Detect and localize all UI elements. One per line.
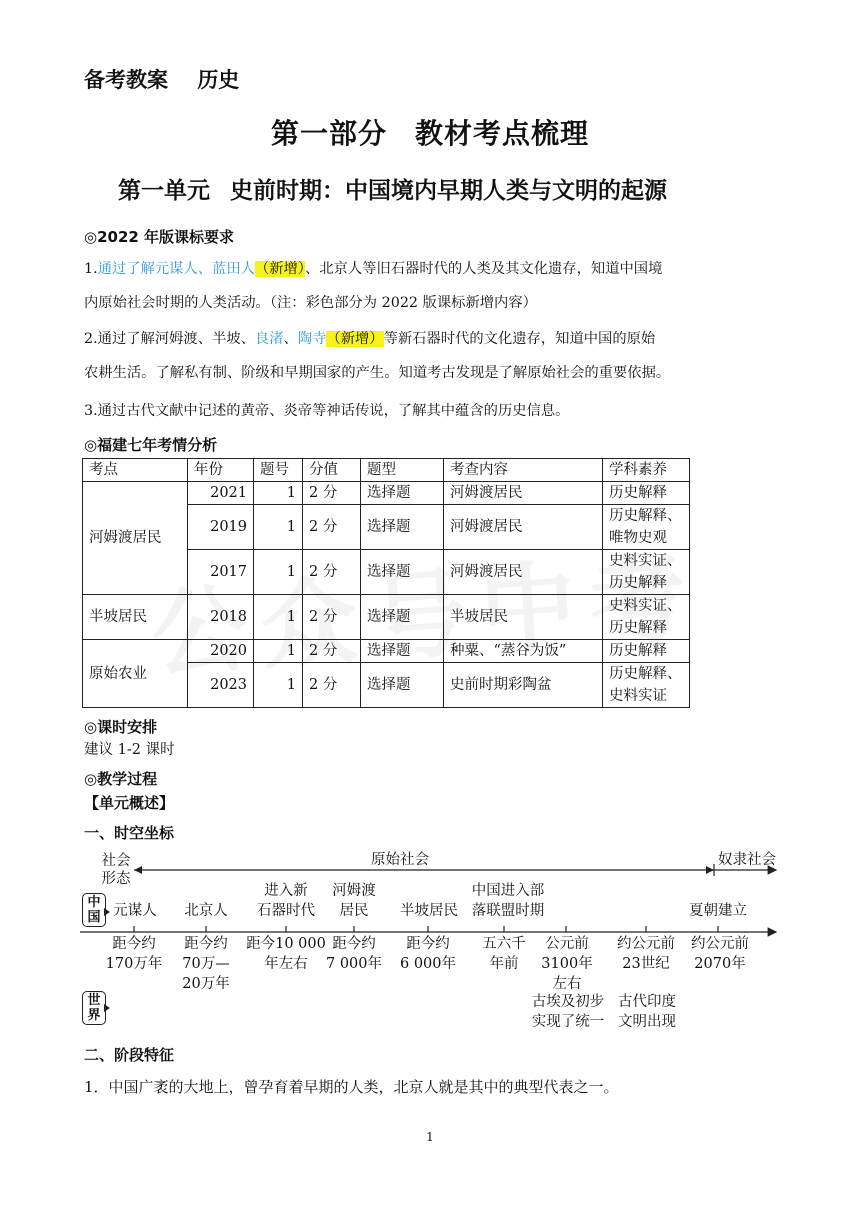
table-row (83, 640, 690, 663)
date-line: 公元前 (545, 936, 589, 952)
question-cell: 1 (254, 595, 303, 640)
skill-line: 历史解释、 (609, 666, 682, 682)
skill-line: 历史解释 (609, 485, 667, 501)
date-line: 五六千 (482, 936, 526, 952)
date-label (682, 934, 758, 974)
date-line: 7 000年 (325, 956, 382, 972)
content-cell: 河姆渡居民 (444, 550, 603, 595)
date-line: 2070年 (694, 956, 746, 972)
score-cell: 2 分 (303, 482, 361, 505)
society-label-line: 形态 (101, 871, 131, 887)
header-cell: 题型 (361, 459, 444, 482)
skill-line: 史料实证、 (609, 553, 682, 569)
header-cell: 年份 (188, 459, 254, 482)
score-cell: 2 分 (303, 663, 361, 708)
skill-cell (603, 505, 690, 550)
item-text: 通过了解河姆渡、半坡、 (97, 331, 255, 347)
badge-char: 国 (87, 910, 101, 925)
requirement-item-3: 3.通过古代文献中记述的黄帝、炎帝等神话传说，了解其中蕴含的历史信息。 (84, 403, 570, 419)
header-right: 历史 (197, 68, 240, 92)
date-label (608, 934, 684, 974)
analysis-heading: ◎福建七年考情分析 (84, 436, 218, 454)
badge-char: 世 (87, 993, 101, 1008)
topic-cell: 原始农业 (83, 640, 188, 708)
requirement-item-1 (84, 252, 779, 320)
exam-analysis-table (82, 458, 690, 708)
event-hemudu (320, 881, 388, 921)
year-cell: 2020 (188, 640, 254, 663)
event-line: 进入新 (264, 883, 308, 899)
unit-title (118, 172, 667, 205)
schedule-heading: ◎课时安排 (84, 718, 158, 736)
event-tribal-alliance (462, 881, 554, 921)
event-neolithic (246, 881, 326, 921)
header-cell: 题号 (254, 459, 303, 482)
header-cell: 考点 (83, 459, 188, 482)
date-line: 约公元前 (691, 936, 749, 952)
new-tag: （新增） (254, 261, 305, 277)
date-line: 距今约 (332, 936, 376, 952)
date-line: 6 000年 (399, 956, 456, 972)
date-label (176, 934, 236, 994)
year-cell: 2021 (188, 482, 254, 505)
score-cell: 2 分 (303, 595, 361, 640)
overview-heading: 【单元概述】 (84, 794, 175, 812)
date-line: 3100年 (541, 956, 593, 972)
question-cell: 1 (254, 663, 303, 708)
table-row (83, 595, 690, 640)
skill-line: 史料实证、 (609, 598, 682, 614)
separator: 、 (283, 331, 298, 347)
date-line: 年左右 (264, 956, 308, 972)
requirements-heading: ◎2022 年版课标要求 (84, 228, 235, 246)
date-line: 年前 (489, 956, 519, 972)
date-line: 170万年 (105, 956, 163, 972)
event-line: 实现了统一 (531, 1014, 605, 1030)
event-banpo: 半坡居民 (400, 903, 458, 919)
skill-line: 历史解释 (609, 620, 667, 636)
type-cell: 选择题 (361, 595, 444, 640)
skill-line: 历史解释 (609, 575, 667, 591)
date-line: 23世纪 (622, 956, 670, 972)
question-cell: 1 (254, 550, 303, 595)
item-text-line2: 内原始社会时期的人类活动。（注：彩色部分为 2022 版课标新增内容） (84, 295, 537, 311)
item-text: 等新石器时代的文化遗存，知道中国的原始 (383, 331, 656, 347)
stage-heading: 二、阶段特征 (84, 1046, 175, 1064)
event-line: 居民 (339, 903, 369, 919)
schedule-text: 建议 1-2 课时 (84, 742, 175, 758)
question-cell: 1 (254, 482, 303, 505)
event-line: 文明出现 (618, 1014, 676, 1030)
header-cell: 学科素养 (603, 459, 690, 482)
item-text-line2: 农耕生活。了解私有制、阶级和早期国家的产生。知道考古发现是了解原始社会的重要依据。 (84, 365, 671, 381)
header-cell: 考查内容 (444, 459, 603, 482)
type-cell: 选择题 (361, 482, 444, 505)
score-cell: 2 分 (303, 550, 361, 595)
primitive-society-label: 原始社会 (371, 852, 429, 868)
requirement-item-2 (84, 322, 779, 390)
event-india (612, 992, 682, 1032)
event-line: 古埃及初步 (531, 994, 605, 1010)
item-number: 1. (84, 261, 98, 277)
event-yuanmou: 元谋人 (113, 903, 157, 919)
year-cell: 2018 (188, 595, 254, 640)
date-label (476, 934, 532, 974)
date-line: 左右 (552, 976, 582, 992)
question-cell: 1 (254, 505, 303, 550)
date-line: 距今约 (112, 936, 156, 952)
year-cell: 2017 (188, 550, 254, 595)
society-label-line: 社会 (101, 853, 131, 869)
new-content-text: 通过了解元谋人、蓝田人 (97, 261, 255, 277)
axis-ticks (134, 926, 718, 932)
new-content-text: 良渚 (254, 331, 284, 347)
event-line: 石器时代 (257, 903, 315, 919)
date-label (538, 934, 596, 994)
society-label (96, 852, 136, 888)
new-tag: （新增） (326, 331, 384, 347)
part-name: 教材考点梳理 (415, 117, 590, 150)
type-cell: 选择题 (361, 505, 444, 550)
type-cell: 选择题 (361, 640, 444, 663)
skill-cell (603, 663, 690, 708)
table-row (83, 482, 690, 505)
date-label (102, 934, 166, 974)
header-left: 备考教案 (84, 68, 168, 92)
new-content-text: 陶寺 (297, 331, 327, 347)
skill-line: 历史解释 (609, 643, 667, 659)
topic-cell: 河姆渡居民 (83, 482, 188, 595)
content-cell: 河姆渡居民 (444, 505, 603, 550)
event-line: 中国进入部 (471, 883, 545, 899)
event-line: 河姆渡 (332, 883, 376, 899)
badge-char: 界 (87, 1008, 101, 1023)
badge-char: 中 (87, 895, 101, 910)
skill-line: 唯物史观 (609, 530, 667, 546)
item-text: 、北京人等旧石器时代的人类及其文化遗存，知道中国境 (304, 261, 663, 277)
type-cell: 选择题 (361, 663, 444, 708)
skill-cell (603, 640, 690, 663)
topic-cell: 半坡居民 (83, 595, 188, 640)
skill-cell (603, 595, 690, 640)
document-header (84, 64, 261, 94)
content-cell: 半坡居民 (444, 595, 603, 640)
date-label (246, 934, 326, 974)
skill-line: 史料实证 (609, 688, 667, 704)
event-xia: 夏朝建立 (689, 903, 747, 919)
timeline-heading: 一、时空坐标 (84, 824, 175, 842)
date-line: 距今约 (406, 936, 450, 952)
score-cell: 2 分 (303, 640, 361, 663)
date-line: 距今约 (184, 936, 228, 952)
china-badge (82, 893, 106, 927)
process-heading: ◎教学过程 (84, 770, 158, 788)
stage-item-1: 1．中国广袤的大地上，曾孕育着早期的人类，北京人就是其中的典型代表之一。 (84, 1078, 619, 1096)
content-cell: 种粟、“蒸谷为饭” (444, 640, 603, 663)
world-badge (82, 991, 106, 1025)
date-label (322, 934, 386, 974)
date-line: 约公元前 (617, 936, 675, 952)
year-cell: 2023 (188, 663, 254, 708)
event-egypt (524, 992, 612, 1032)
page-number: 1 (426, 1130, 434, 1144)
date-line: 20万年 (182, 976, 230, 992)
event-line: 落联盟时期 (471, 903, 545, 919)
content-cell: 河姆渡居民 (444, 482, 603, 505)
date-line: 70万— (182, 956, 230, 972)
part-number: 第一部分 (270, 117, 387, 150)
unit-number: 第一单元 (118, 178, 210, 204)
question-cell: 1 (254, 640, 303, 663)
skill-cell (603, 550, 690, 595)
score-cell: 2 分 (303, 505, 361, 550)
part-title (0, 112, 860, 152)
content-cell: 史前时期彩陶盆 (444, 663, 603, 708)
unit-name: 史前时期：中国境内早期人类与文明的起源 (230, 178, 667, 204)
header-cell: 分值 (303, 459, 361, 482)
type-cell: 选择题 (361, 550, 444, 595)
date-label (396, 934, 460, 974)
date-line: 距今10 000 (246, 936, 326, 952)
item-number: 2. (84, 331, 98, 347)
event-line: 古代印度 (618, 994, 676, 1010)
skill-line: 历史解释、 (609, 508, 682, 524)
event-beijing: 北京人 (184, 903, 228, 919)
slave-society-label: 奴隶社会 (718, 852, 776, 868)
table-header-row (83, 459, 690, 482)
skill-cell (603, 482, 690, 505)
year-cell: 2019 (188, 505, 254, 550)
